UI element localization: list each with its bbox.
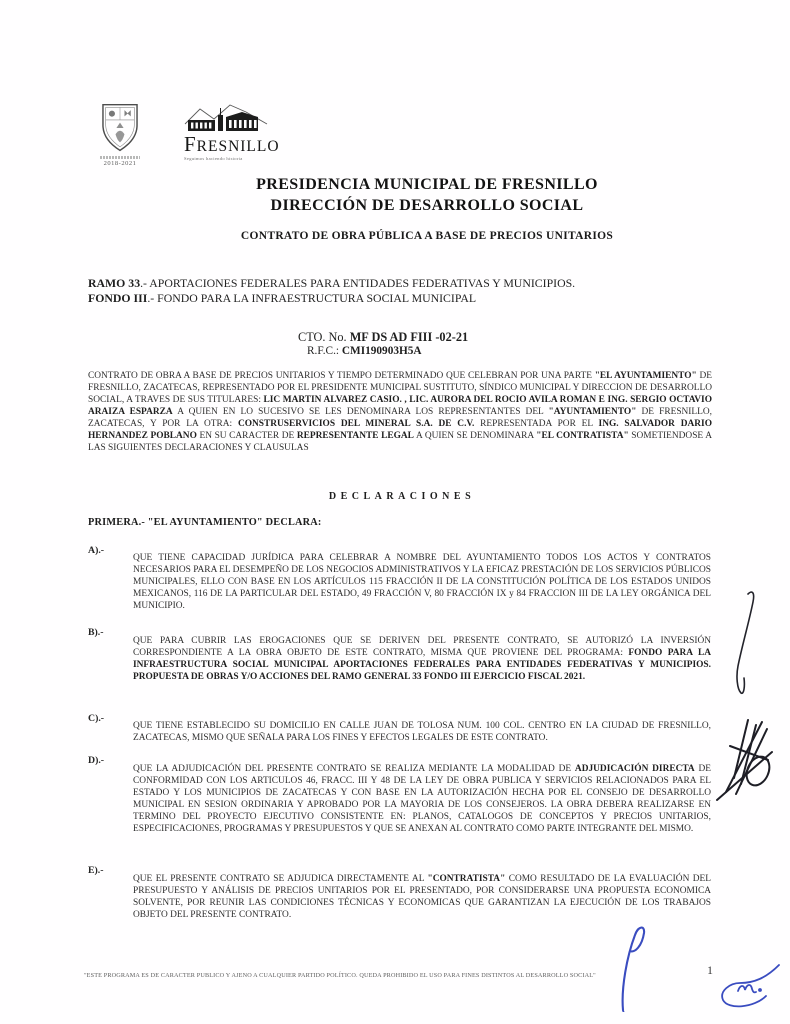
clause-d-text: QUE LA ADJUDICACIÓN DEL PRESENTE CONTRATO SE REALIZA MEDIANTE LA MODALIDAD DE ADJUDICACIÓN DIRECTA DE CONFORMIDAD CON LOS ARTICULOS 46, FRACC. III Y 48 DE LA LEY DE OBRA PUBLICA Y SERVICIOS RELACIONADOS PARA EL ESTADO Y LOS MUNICIPIOS DE ZACATECAS Y CON BASE EN LA AUTORIZACIÓN HECHA POR EL CONSEJO DE DESARROLLO MUNICIPAL EN SESION ORDINARIA Y APROBADO POR LA MAYORIA DE LOS CONSEJEROS. LA OBRA DEBERA REALIZARSE EN TERMINO DEL PROYECTO EJECUTIVO CONSISTENTE EN: PLANOS, CATALOGOS DE CONCEPTOS Y PRECIOS UNITARIOS, ESPECIFICACIONES, PROGRAMAS Y PRESUPUESTOS Y QUE SE ANEXAN AL CONTRATO COMO PARTE INTEGRANTE DEL MISMO. (133, 764, 711, 834)
signature-scribble-annotation (710, 716, 788, 804)
fresnillo-tagline: Seguimos haciendo historia (184, 155, 243, 161)
fondo-line: FONDO III.- FONDO PARA LA INFRAESTRUCTURA SOCIAL MUNICIPAL (88, 291, 477, 305)
clause-a-text: QUE TIENE CAPACIDAD JURÍDICA PARA CELEBRAR A NOMBRE DEL AYUNTAMIENTO TODOS LOS ACTOS Y CONTRATOS NECESARIOS PARA EL DESEMPEÑO DE LOS NEGOCIOS ADMINISTRATIVOS Y LA EFICAZ PRESTACIÓN DE LOS SERVICIOS PÚBLICOS MUNICIPALES, ELLO CON BASE EN LOS ARTÍCULOS 115 FRACCIÓN II DE LA CONSTITUCIÓN POLÍTICA DE LOS ESTADOS UNIDOS MEXICANOS, 116 DE LA PARTICULAR DEL ESTADO, 49 FRACCIÓN V, 80 FRACCIÓN IX y 84 FRACCION III DE LA LEY ORGÁNICA DEL MUNICIPIO. (133, 553, 711, 611)
fresnillo-building-icon (184, 103, 294, 134)
primera-heading: PRIMERA.- "EL AYUNTAMIENTO" DECLARA: (88, 517, 322, 528)
presidency-title-line: PRESIDENCIA MUNICIPAL DE FRESNILLO (256, 176, 598, 193)
intro-paragraph: CONTRATO DE OBRA A BASE DE PRECIOS UNITARIOS Y TIEMPO DETERMINADO QUE CELEBRAN POR UNA PARTE "EL AYUNTAMIENTO" DE FRESNILLO, ZACATECAS, REPRESENTADO POR EL PRESIDENTE MUNICIPAL SUSTITUTO, SÍNDICO MUNICIPAL Y DIRECCION DE DESARROLLO SOCIAL, A TRAVES DE SUS TITULARES: LIC MARTIN ALVAREZ CASIO. , LIC. AURORA DEL ROCIO AVILA ROMAN E ING. SERGIO OCTAVIO ARAIZA ESPARZA A QUIEN EN LO SUCESIVO SE LES DENOMINARA LOS REPRESENTANTES DEL "AYUNTAMIENTO" DE FRESNILLO, ZACATECAS, Y POR LA OTRA: CONSTRUSERVICIOS DEL MINERAL S.A. DE C.V. REPRESENTADA POR EL ING. SALVADOR DARIO HERNANDEZ POBLANO EN SU CARACTER DE REPRESENTANTE LEGAL A QUIEN SE DENOMINARA "EL CONTRATISTA" SOMETIENDOSE A LAS SIGUIENTES DECLARACIONES Y CLAUSULAS (88, 371, 712, 453)
municipal-crest-icon (94, 102, 146, 154)
clause-e-text: QUE EL PRESENTE CONTRATO SE ADJUDICA DIRECTAMENTE AL "CONTRATISTA" COMO RESULTADO DE LA EVALUACIÓN DEL PRESUPUESTO Y ANÁLISIS DE PRECIOS UNITARIOS POR EL PRESENTADO, POR CONSIDERARSE UNA PROPUESTA ECONOMICA SOLVENTE, POR REUNIR LAS CONDICIONES TÉCNICAS Y ECONOMICAS QUE GARANTIZAN LA EJECUCIÓN DE LOS TRABAJOS OBJETO DEL PRESENTE CONTRATO. (133, 874, 711, 920)
ramo-line: RAMO 33.- APORTACIONES FEDERALES PARA ENTIDADES FEDERATIVAS Y MUNICIPIOS. (88, 276, 576, 290)
rfc-line: R.F.C.: CMI190903H5A (307, 345, 422, 357)
municipal-crest-logo (94, 102, 146, 167)
footer-disclaimer: "ESTE PROGRAMA ES DE CARACTER PUBLICO Y AJENO A CUALQUIER PARTIDO POLÍTICO. QUEDA PROHIBIDO EL USO PARA FINES DISTINTOS AL DESARROLLO SOCIAL" (84, 972, 596, 979)
clause-c-label: C).- (88, 713, 105, 724)
clause-b-text: QUE PARA CUBRIR LAS EROGACIONES QUE SE DERIVEN DEL PRESENTE CONTRATO, SE AUTORIZÓ LA INVERSIÓN CORRESPONDIENTE A LA OBRA OBJETO DE ESTE CONTRATO, MISMA QUE PROVIENE DEL PROGRAMA: FONDO PARA LA INFRAESTRUCTURA SOCIAL MUNICIPAL APORTACIONES FEDERALES PARA ENTIDADES FEDERATIVAS Y MUNICIPIOS. PROPUESTA DE OBRAS Y/O ACCIONES DEL RAMO GENERAL 33 FONDO III EJERCICIO FISCAL 2021. (133, 636, 711, 682)
clause-b-label: B).- (88, 627, 104, 638)
crest-caption: 2018-2021 (103, 160, 137, 167)
contract-type-title: CONTRATO DE OBRA PÚBLICA A BASE DE PRECIOS UNITARIOS (240, 230, 614, 242)
department-title-line: DIRECCIÓN DE DESARROLLO SOCIAL (270, 197, 584, 214)
pen-stroke-annotation (722, 588, 762, 700)
contract-number-line: CTO. No. MF DS AD FIII -02-21 (298, 330, 469, 344)
page-number: 1 (707, 963, 713, 977)
crest-small-text-blur (100, 156, 140, 159)
page-title (90, 174, 764, 216)
declaraciones-heading: DECLARACIONES (328, 491, 476, 502)
clause-d-label: D).- (88, 755, 105, 766)
fresnillo-logo (184, 103, 294, 161)
blue-initials-signature (716, 958, 782, 1012)
clause-a-label: A).- (88, 545, 105, 556)
clause-c-text: QUE TIENE ESTABLECIDO SU DOMICILIO EN CALLE JUAN DE TOLOSA NUM. 100 COL. CENTRO EN LA CIUDAD DE FRESNILLO, ZACATECAS, MISMO QUE SEÑALA PARA LOS FINES Y EFECTOS LEGALES DE ESTE CONTRATO. (133, 721, 711, 743)
clause-e-label: E).- (88, 865, 104, 876)
blue-pen-flourish (610, 922, 650, 1012)
fresnillo-wordmark: FRESNILLO (184, 132, 280, 156)
